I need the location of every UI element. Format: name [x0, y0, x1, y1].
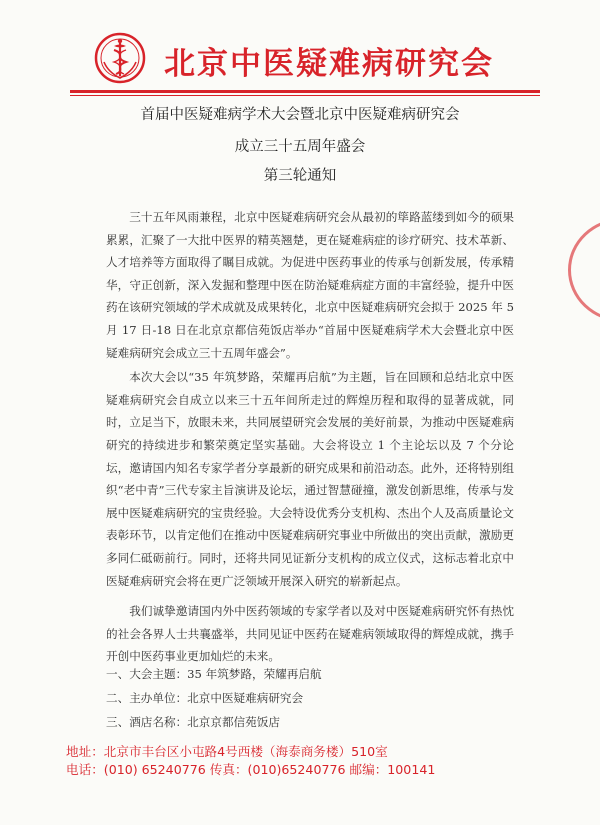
item-label: 一、大会主题：	[106, 667, 188, 681]
seal-ring	[568, 218, 600, 322]
notice-title-line2: 成立三十五周年盛会	[234, 139, 366, 155]
notice-body	[106, 206, 514, 668]
notice-title-line3: 第三轮通知	[263, 168, 337, 184]
letterhead-footer	[66, 743, 536, 779]
letterhead	[84, 30, 554, 88]
details-list	[106, 662, 526, 734]
header-rule-thin	[70, 95, 540, 96]
item-value: 北京中医疑难病研究会	[187, 691, 304, 705]
paragraph-2: 本次大会以“35 年筑梦路，荣耀再启航”为主题，旨在回顾和总结北京中医疑难病研究会自成立以来三十五年间所走过的辉煌历程和取得的显著成就，同时，立足当下，放眼未来，共同展望研究会发展的美好前景，为推动中医疑难病研究的持续进步和繁荣奠定坚实基础。大会将设立 1 个主论坛以及 7 个分论坛，邀请国内知名专家学者分享最新的研究成果和前沿动态。此外，还将特别组织“老中青”三代专家主旨演讲及论坛，通过智慧碰撞，激发创新思维，传承与发展中医疑难病研究的宝贵经验。大会特设优秀分支机构、杰出个人及高质量论文表彰环节，以肯定他们在推动中医疑难病研究事业中所做出的突出贡献，激励更多同仁砥砺前行。同时，还将共同见证新分支机构的成立仪式，这标志着北京中医疑难病研究会将在更广泛领域开展深入研究的崭新起点。	[106, 370, 514, 588]
item-label: 三、酒店名称：	[106, 715, 188, 729]
footer-contact: 电话：(010) 65240776 传真：(010)65240776 邮编：100141	[66, 762, 436, 777]
footer-address: 地址：北京市丰台区小屯路4号西楼（海泰商务楼）510室	[66, 744, 388, 759]
list-item	[106, 710, 526, 734]
item-value: 35 年筑梦路，荣耀再启航	[187, 667, 322, 681]
item-label: 二、主办单位：	[106, 691, 188, 705]
caduceus-logo-icon	[94, 32, 146, 84]
header-rule	[70, 90, 540, 93]
list-item	[106, 686, 526, 710]
paragraph-3: 我们诚挚邀请国内外中医药领域的专家学者以及对中医疑难病研究怀有热忱的社会各界人士共襄盛举，共同见证中医药在疑难病领域取得的辉煌成就，携手开创中医药事业更加灿烂的未来。	[106, 604, 514, 664]
official-seal-fragment	[568, 218, 600, 322]
notice-title-line1: 首届中医疑难病学术大会暨北京中医疑难病研究会	[140, 107, 460, 123]
item-value: 北京京都信苑饭店	[187, 715, 280, 729]
list-item	[106, 662, 526, 686]
paragraph-1: 三十五年风雨兼程，北京中医疑难病研究会从最初的筚路蓝缕到如今的硕果累累，汇聚了一大批中医界的精英翘楚，更在疑难病症的诊疗研究、技术革新、人才培养等方面取得了瞩目成就。为促进中医药事业的传承与创新发展，传承精华，守正创新，深入发掘和整理中医在防治疑难病症方面的丰富经验，提升中医药在该研究领域的学术成就及成果转化，北京中医疑难病研究会拟于 2025 年 5月 17 日-18 日在北京京都信苑饭店举办“首届中医疑难病学术大会暨北京中医疑难病研究会成立三十五周年盛会”。	[106, 210, 514, 360]
organization-name: 北京中医疑难病研究会	[164, 46, 494, 82]
